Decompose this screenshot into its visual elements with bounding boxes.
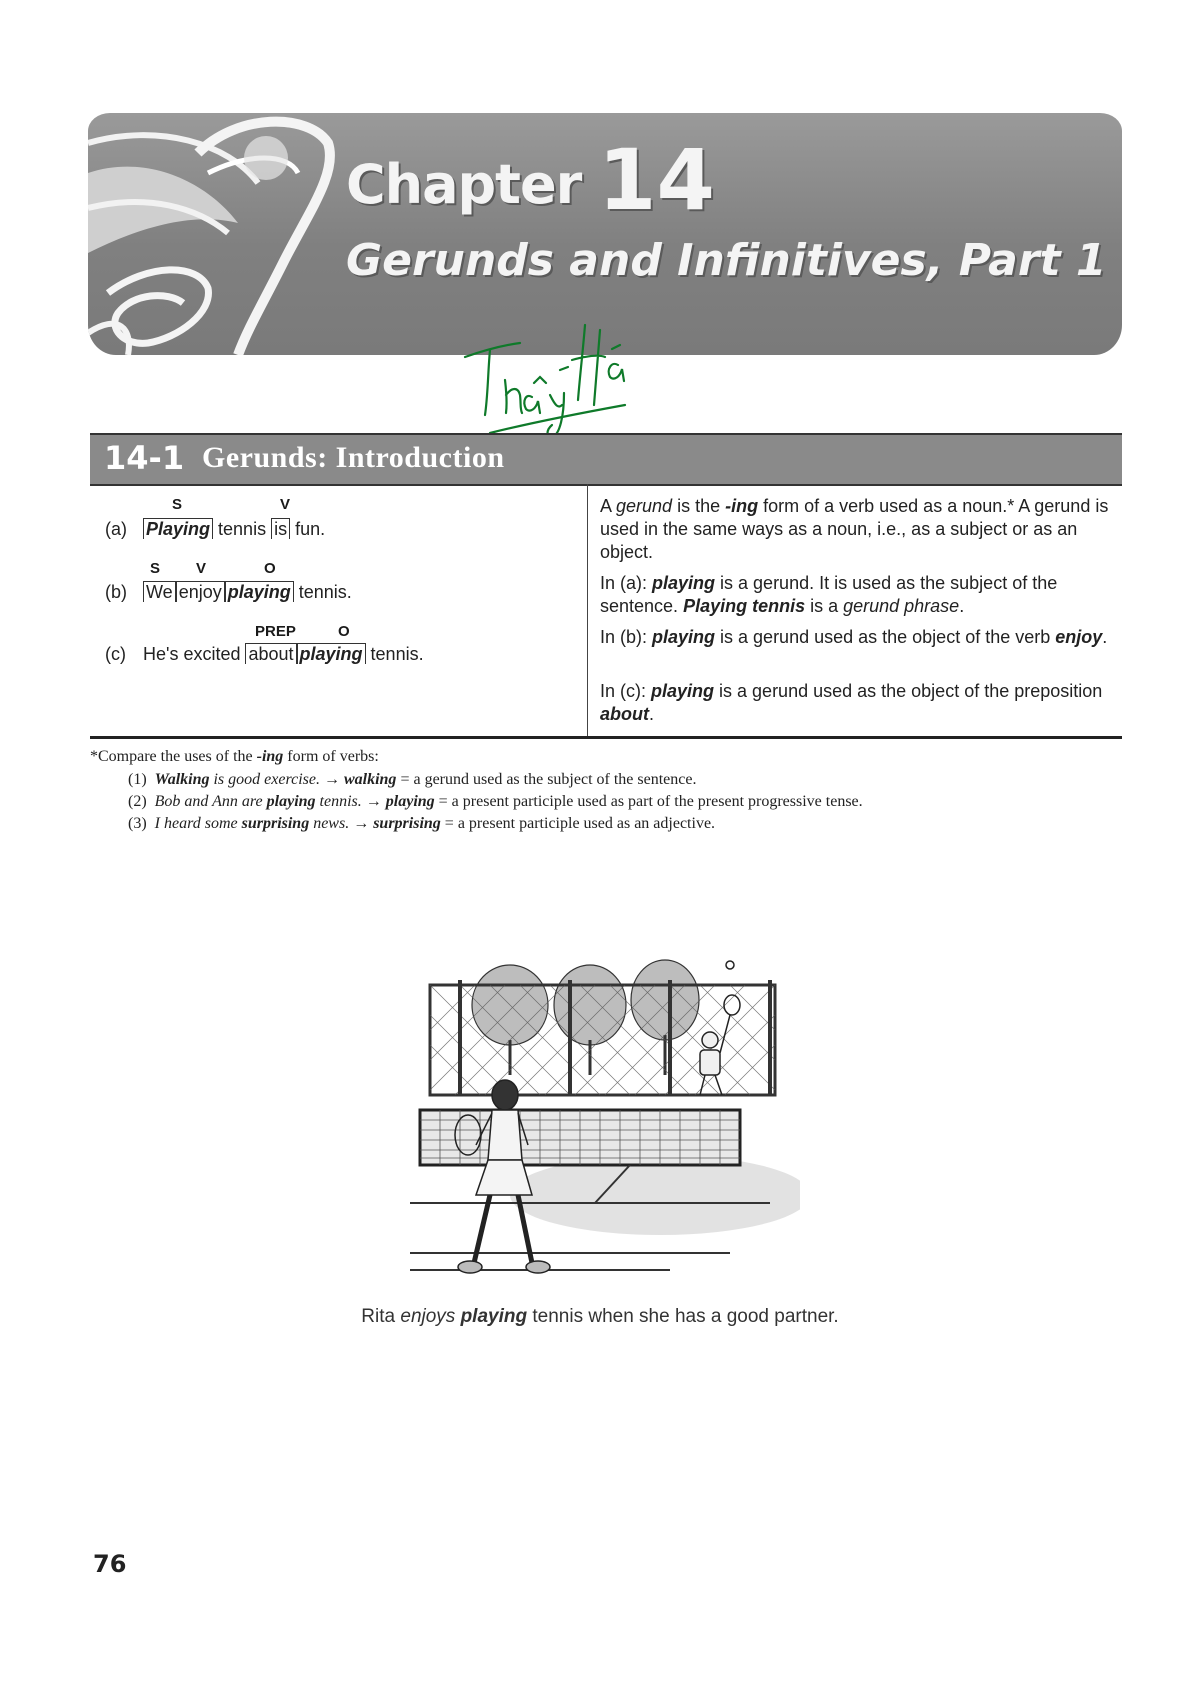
chapter-subtitle: Gerunds and Infinitives, Part 1	[346, 235, 1107, 286]
section-header	[90, 433, 1122, 486]
word-about: about	[245, 643, 296, 664]
explanation-2: In (a): playing is a gerund. It is used as the subject of the sentence. Playing tennis is a gerund phrase.	[600, 573, 1058, 616]
tag-subject: S	[150, 560, 161, 577]
word-playing: playing	[225, 581, 294, 602]
explanation-4: In (c): playing is a gerund used as the object of the preposition about.	[600, 681, 1103, 724]
example-label: (b)	[105, 582, 127, 602]
example-b	[105, 582, 352, 603]
word-enjoy: enjoy	[176, 581, 225, 602]
chapter-number: 14	[598, 131, 715, 229]
word: He's excited	[143, 644, 246, 664]
example-label: (a)	[105, 519, 127, 539]
tag-verb: V	[280, 496, 291, 513]
section-number: 14-1	[104, 439, 185, 477]
tag-object: O	[338, 623, 350, 640]
handwritten-signature	[460, 305, 660, 440]
chapter-word: Chapter	[346, 153, 582, 216]
tag-object: O	[264, 560, 276, 577]
illustration-caption: Rita enjoys playing tennis when she has a good partner.	[361, 1306, 839, 1327]
section-bottom-rule	[90, 736, 1122, 739]
footnote-item-1: (1) Walking is good exercise. → walking = a gerund used as the subject of the sentence.	[128, 771, 697, 788]
word: tennis.	[293, 582, 352, 602]
footnote-item-3: (3) I heard some surprising news. → surprising = a present participle used as an adjective.	[128, 815, 716, 832]
tag-preposition: PREP	[255, 623, 296, 640]
tag-subject: S	[172, 496, 183, 513]
column-divider	[587, 484, 588, 736]
word: tennis.	[365, 644, 424, 664]
example-c	[105, 644, 424, 665]
footnote-intro: *Compare the uses of the -ing form of verbs:	[90, 748, 379, 765]
word-playing: playing	[297, 643, 366, 664]
word-playing: Playing	[143, 518, 213, 539]
explanation-1: A gerund is the -ing form of a verb used as a noun.* A gerund is used in the same ways as a noun, i.e., as a subject or as an object.	[600, 496, 1109, 562]
bird-logo-icon	[88, 113, 408, 355]
explanation-3: In (b): playing is a gerund used as the object of the verb enjoy.	[600, 627, 1108, 647]
footnote-item-2: (2) Bob and Ann are playing tennis. → playing = a present participle used as part of the present progressive tense.	[128, 793, 863, 810]
tag-verb: V	[196, 560, 207, 577]
word-is: is	[271, 518, 290, 539]
example-a	[105, 519, 325, 540]
word: tennis	[213, 519, 272, 539]
word-we: We	[143, 581, 176, 602]
page-number: 76	[93, 1550, 127, 1578]
section-title: Gerunds: Introduction	[202, 441, 505, 474]
word: fun.	[290, 519, 326, 539]
tennis-illustration	[410, 945, 800, 1285]
example-label: (c)	[105, 644, 126, 664]
